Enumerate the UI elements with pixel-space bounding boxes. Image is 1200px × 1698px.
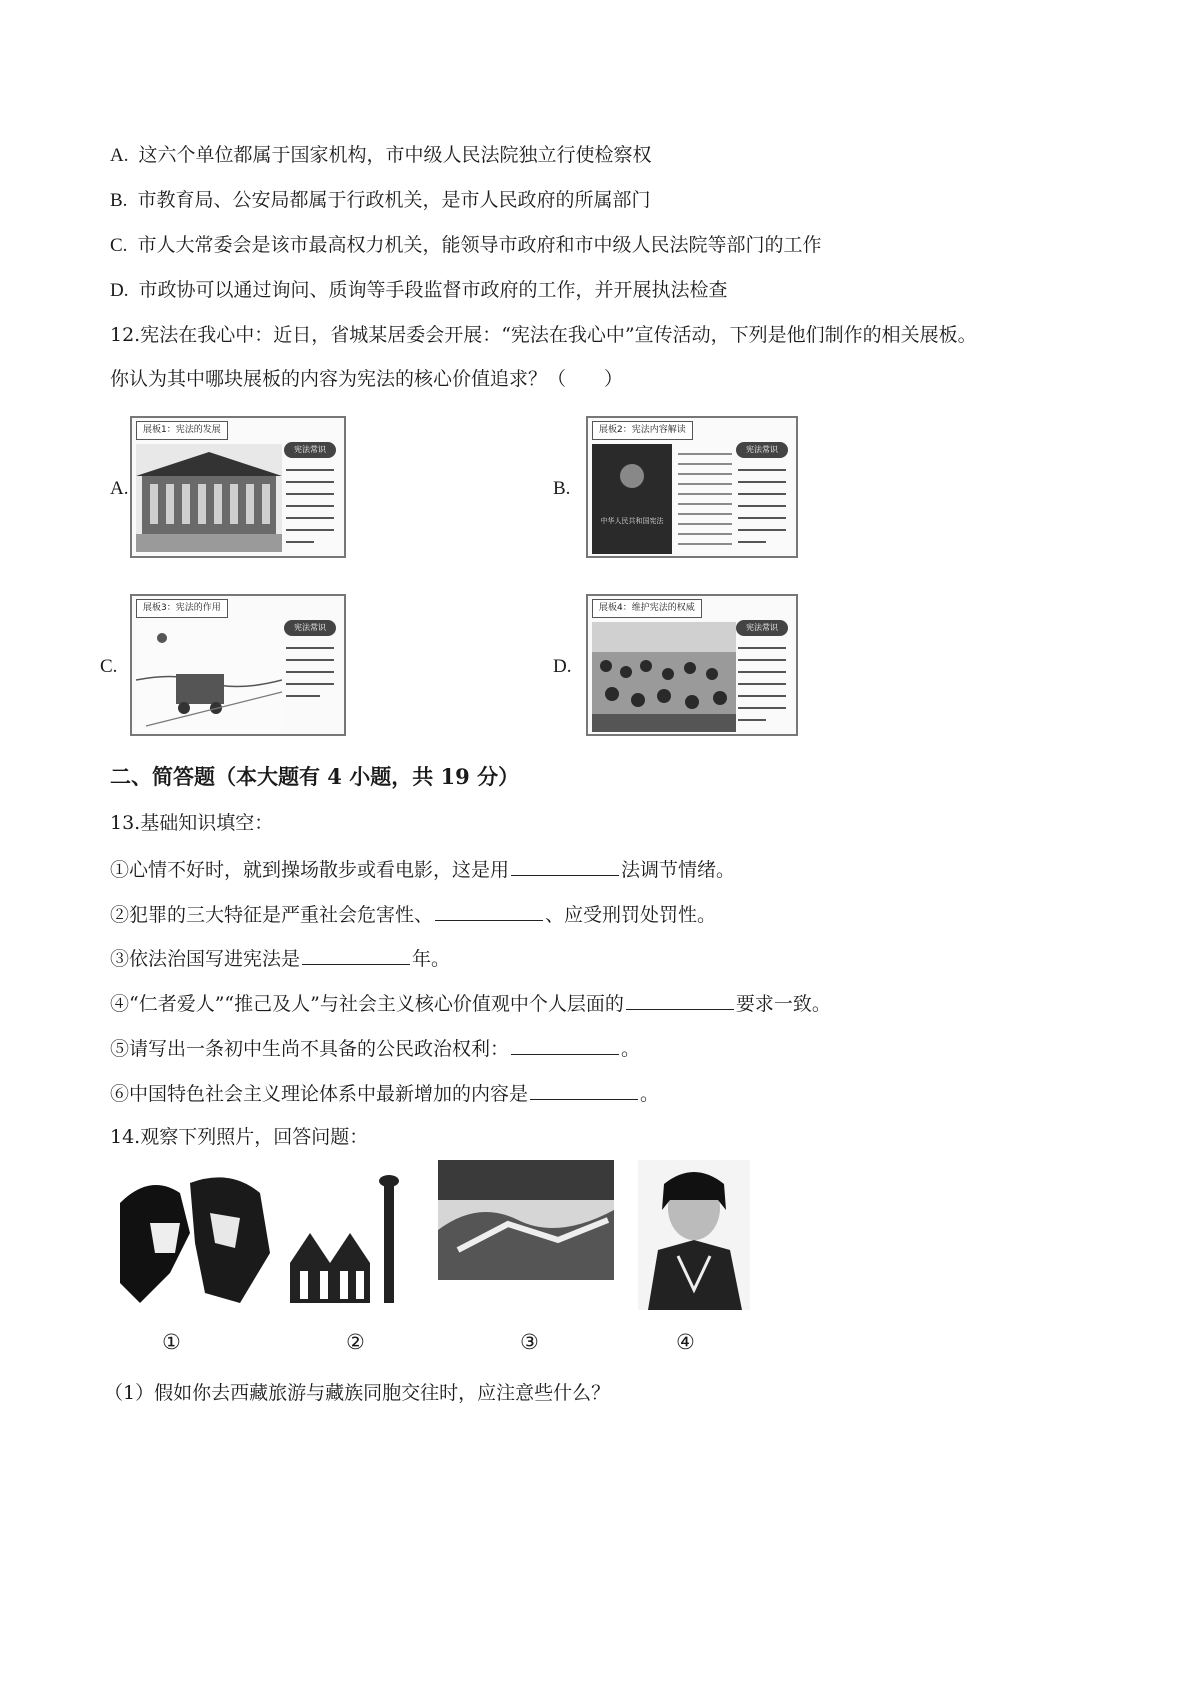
panel-d-header: 展板4：维护宪法的权威 bbox=[592, 599, 702, 618]
option-b: B. 市教育局、公安局都属于行政机关，是市人民政府的所属部门 bbox=[110, 189, 651, 211]
panel-b-letter: B. bbox=[553, 478, 571, 499]
panel-d-badge: 宪法常识 bbox=[736, 620, 788, 636]
option-c: C. 市人大常委会是该市最高权力机关，能领导市政府和市中级人民法院等部门的工作 bbox=[110, 234, 822, 256]
panel-a-badge: 宪法常识 bbox=[284, 442, 336, 458]
panel-a-letter: A. bbox=[110, 478, 129, 499]
panel-a-building-image bbox=[136, 444, 282, 552]
photo-2-mosque bbox=[290, 1163, 410, 1311]
q14-title: 14.观察下列照片，回答问题： bbox=[110, 1126, 369, 1148]
answer-blank[interactable] bbox=[626, 989, 734, 1010]
q13-item-2: ②犯罪的三大特征是严重社会危害性、 、应受刑罚处罚性。 bbox=[110, 900, 716, 928]
panel-b-text-block bbox=[736, 464, 788, 550]
q14-subquestion-1: （1）假如你去西藏旅游与藏族同胞交往时，应注意些什么？ bbox=[104, 1382, 611, 1404]
panel-c-badge: 宪法常识 bbox=[284, 620, 336, 636]
answer-blank[interactable] bbox=[511, 1034, 619, 1055]
answer-blank[interactable] bbox=[435, 900, 543, 921]
photo-2-label: ② bbox=[346, 1330, 365, 1354]
q13-title: 13.基础知识填空： bbox=[110, 812, 274, 834]
panel-d-text-block bbox=[736, 642, 788, 728]
photo-4-label: ④ bbox=[676, 1330, 695, 1354]
panel-d bbox=[586, 594, 798, 736]
panel-c-text-block bbox=[284, 642, 336, 712]
q12-stem-line2: 你认为其中哪块展板的内容为宪法的核心价值追求？（ ） bbox=[110, 368, 624, 390]
panel-b-book-title: 中华人民共和国宪法 bbox=[600, 517, 664, 525]
q13-item-4: ④“仁者爱人”“推己及人”与社会主义核心价值观中个人层面的 要求一致。 bbox=[110, 989, 831, 1017]
section-heading: 二、简答题（本大题有 4 小题，共 19 分） bbox=[110, 764, 520, 789]
answer-blank[interactable] bbox=[302, 944, 410, 965]
panel-b-constitution-book bbox=[592, 444, 672, 554]
q13-item-6: ⑥中国特色社会主义理论体系中最新增加的内容是 。 bbox=[110, 1079, 659, 1107]
q13-item-5: ⑤请写出一条初中生尚不具备的公民政治权利： 。 bbox=[110, 1034, 640, 1062]
q13-item-3: ③依法治国写进宪法是 年。 bbox=[110, 944, 450, 972]
photo-4-tibetan-woman bbox=[638, 1160, 750, 1310]
panel-a-header: 展板1：宪法的发展 bbox=[136, 421, 228, 440]
photo-3-great-wall bbox=[438, 1160, 614, 1280]
panel-a-text-block bbox=[284, 464, 336, 550]
panel-b-badge: 宪法常识 bbox=[736, 442, 788, 458]
panel-c-header: 展板3：宪法的作用 bbox=[136, 599, 228, 618]
panel-b-text-list bbox=[678, 448, 734, 552]
answer-blank[interactable] bbox=[511, 855, 619, 876]
panel-a bbox=[130, 416, 346, 558]
panel-d-crowd-photo bbox=[592, 622, 736, 732]
panel-c bbox=[130, 594, 346, 736]
q12-stem-line1: 12.宪法在我心中：近日，省城某居委会开展：“宪法在我心中”宣传活动，下列是他们制作的相关展板。 bbox=[110, 324, 977, 346]
photo-1-label: ① bbox=[162, 1330, 181, 1354]
panel-b bbox=[586, 416, 798, 558]
panel-c-cartoon-image bbox=[136, 622, 282, 732]
answer-blank[interactable] bbox=[530, 1079, 638, 1100]
panel-d-letter: D. bbox=[553, 656, 572, 677]
photo-3-label: ③ bbox=[520, 1330, 539, 1354]
q13-item-1: ①心情不好时，就到操场散步或看电影，这是用 法调节情绪。 bbox=[110, 855, 735, 883]
panel-b-header: 展板2：宪法内容解读 bbox=[592, 421, 693, 440]
option-a: A. 这六个单位都属于国家机构，市中级人民法院独立行使检察权 bbox=[110, 144, 652, 166]
photo-1-dancers bbox=[110, 1163, 280, 1311]
panel-c-letter: C. bbox=[100, 656, 118, 677]
option-d: D. 市政协可以通过询问、质询等手段监督市政府的工作，并开展执法检查 bbox=[110, 279, 728, 301]
